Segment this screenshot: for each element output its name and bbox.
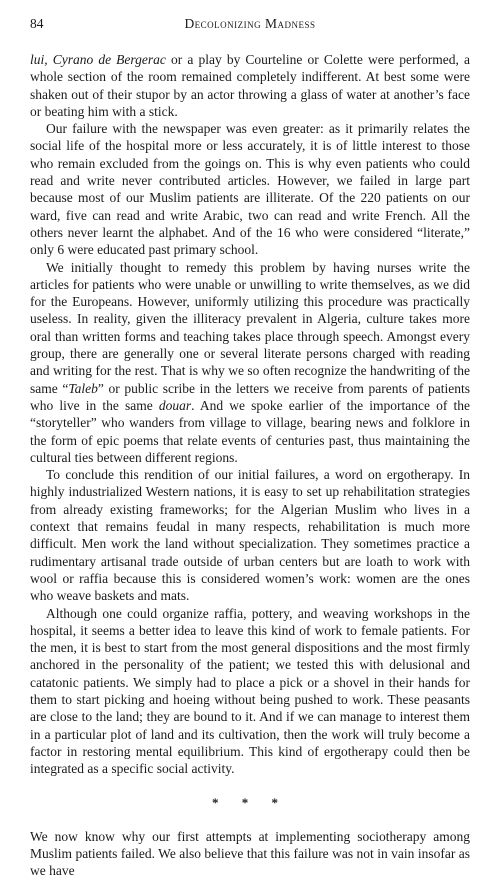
text-run: Our failure with the newspaper was even greater: as it primarily relates the social life of the hospital more or less accurately, it is of little interest to those who remain excluded from the goings on. This is why even patients who could read and write never contributed articles. However, we failed in large part because most of our Muslim patients are illiterate. Of the 220 patients on our ward, five can read and write Arabic, two can read and write French. All the others never learnt the alphabet. And of the 16 who were considered “literate,” only 6 were educated past primary school. (30, 121, 470, 258)
text-run: We initially thought to remedy this problem by having nurses write the articles for patients who were unable or unwilling to write themselves, as we did for the Europeans. However, uniformly utilizing this procedure was practically useless. In reality, given the illiteracy prevalent in Algeria, culture takes more oral than written forms and teaching takes place through speech. Amongst every group, there are generally one or several literate persons charged with reading and writing for the rest. That is why we so often recognize the handwriting of the same “ (30, 259, 470, 396)
page-header (30, 16, 470, 36)
text-run: . And we spoke earlier of the importance of the “storyteller” who wanders from village to village, bearing news and folklore in the form of epic poems that relate events of centuries past, thus maintaining the cultural ties between different regions. (30, 397, 470, 465)
text-run: We now know why our first attempts at implementing sociotherapy among Muslim patients failed. We also believe that this failure was not in vain insofar as we have (30, 828, 470, 879)
paragraph (30, 828, 470, 880)
page-number: 84 (30, 16, 44, 31)
text-run: ” or public scribe in the letters we receive from parents of patients who live in the same (30, 380, 470, 413)
body-text (30, 51, 470, 880)
paragraph (30, 259, 470, 467)
text-run: To conclude this rendition of our initial failures, a word on ergotherapy. In highly industrialized Western nations, it is easy to set up rehabilitation strategies from already existing frameworks; for the Algerian Muslim who lives in a context that remains feudal in many respects, rehabilitation is much more difficult. Men work the land without specialization. They sometimes practice a rudimentary artisanal trade outside of urban centers but are loath to work with wool or raffia because this is considered women’s work: women are the ones who weave baskets and mats. (30, 467, 470, 604)
text-run: Although one could organize raffia, pottery, and weaving workshops in the hospital, it seems a better idea to leave this kind of work to female patients. For the men, it is best to start from the most general dispositions and the most firmly anchored in the personality of the patient; we tested this with delusional and catatonic patients. We simply had to place a pick or a shovel in their hands for them to start picking and hoeing without being pushed to work. These peasants are close to the land; they are bound to it. And if we can manage to interest them in a particular plot of land and its cultivation, then the work will truly become a factor in restoring mental equilibrium. This kind of ergotherapy could then be integrated as a specific social activity. (30, 605, 470, 777)
italic-text: Taleb (68, 380, 98, 396)
paragraph (30, 120, 470, 258)
paragraph (30, 51, 470, 120)
paragraph (30, 605, 470, 778)
closing-paragraphs (30, 828, 470, 880)
running-head: Decolonizing Madness (184, 16, 316, 31)
section-break: * * * (212, 795, 288, 811)
text-run: or a play by Courteline or Colette were performed, a whole section of the room remained completely indifferent. At best some were shaken out of their stupor by an actor throwing a glass of water at another’s face or beating him with a stick. (30, 52, 470, 119)
paragraph (30, 466, 470, 604)
italic-text: douar (158, 397, 192, 413)
main-paragraphs (30, 51, 470, 777)
italic-text: lui, Cyrano de Bergerac (30, 52, 166, 67)
